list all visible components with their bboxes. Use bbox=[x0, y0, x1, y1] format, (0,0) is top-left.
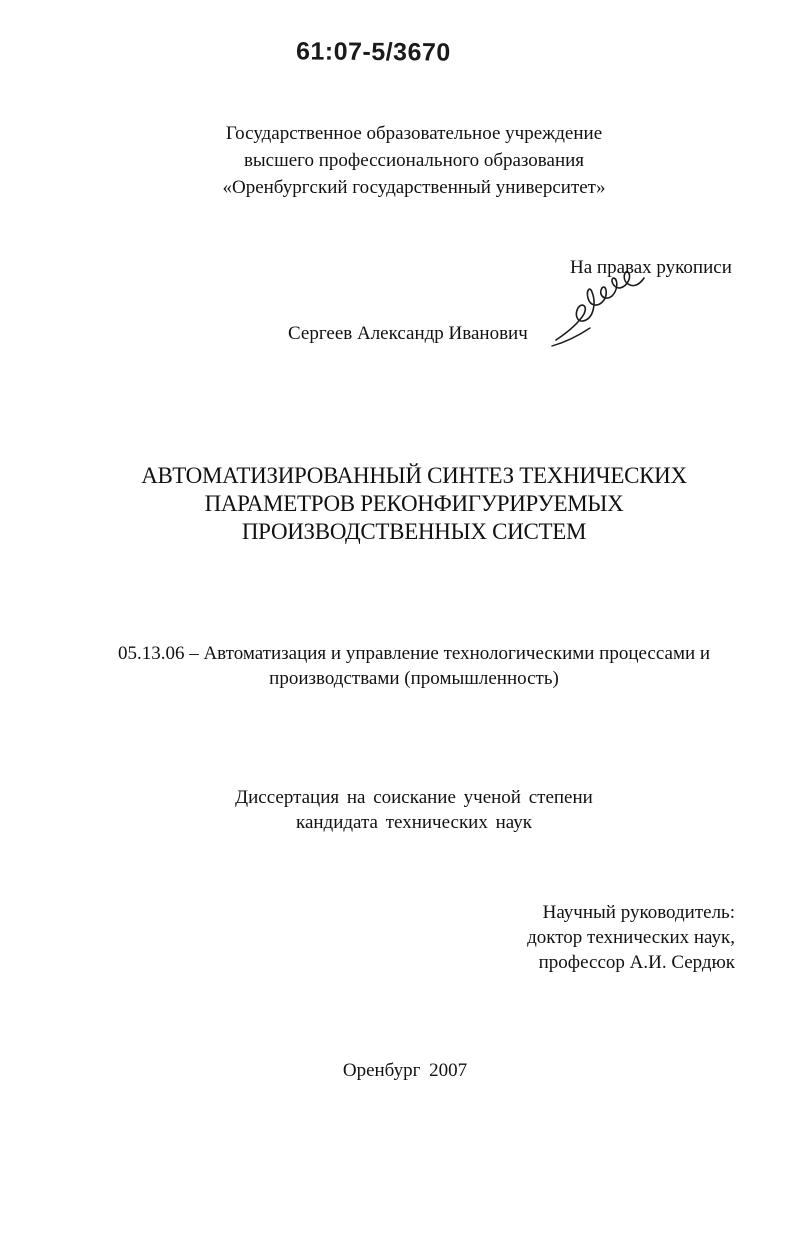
degree-line: кандидата технических наук bbox=[296, 812, 532, 833]
institution-line: Государственное образовательное учреждение bbox=[225, 123, 603, 144]
city-year: Оренбург 2007 bbox=[342, 1060, 468, 1081]
manuscript-note: На правах рукописи bbox=[570, 257, 732, 278]
title-line: ПРОИЗВОДСТВЕННЫХ СИСТЕМ bbox=[241, 519, 587, 544]
handwritten-signature bbox=[548, 262, 658, 352]
catalog-code: 61:07-5/3670 bbox=[295, 37, 451, 67]
specialty-line: 05.13.06 – Автоматизация и управление технологическими процессами и bbox=[117, 643, 711, 664]
advisor-block bbox=[415, 900, 735, 975]
specialty-block bbox=[40, 641, 788, 691]
title-line: ПАРАМЕТРОВ РЕКОНФИГУРИРУЕМЫХ bbox=[204, 491, 624, 516]
degree-statement bbox=[0, 785, 795, 835]
advisor-line: профессор А.И. Сердюк bbox=[538, 952, 735, 973]
advisor-line: доктор технических наук, bbox=[527, 927, 735, 948]
institution-line: «Оренбургский государственный университет» bbox=[222, 177, 606, 198]
institution-block bbox=[0, 120, 795, 201]
dissertation-title bbox=[0, 462, 795, 546]
title-line: АВТОМАТИЗИРОВАННЫЙ СИНТЕЗ ТЕХНИЧЕСКИХ bbox=[141, 463, 687, 488]
author-name: Сергеев Александр Иванович bbox=[288, 323, 528, 344]
specialty-line: производствами (промышленность) bbox=[269, 668, 559, 689]
degree-line: Диссертация на соискание ученой степени bbox=[235, 787, 593, 808]
advisor-line: Научный руководитель: bbox=[542, 902, 735, 923]
institution-line: высшего профессионального образования bbox=[243, 150, 585, 171]
